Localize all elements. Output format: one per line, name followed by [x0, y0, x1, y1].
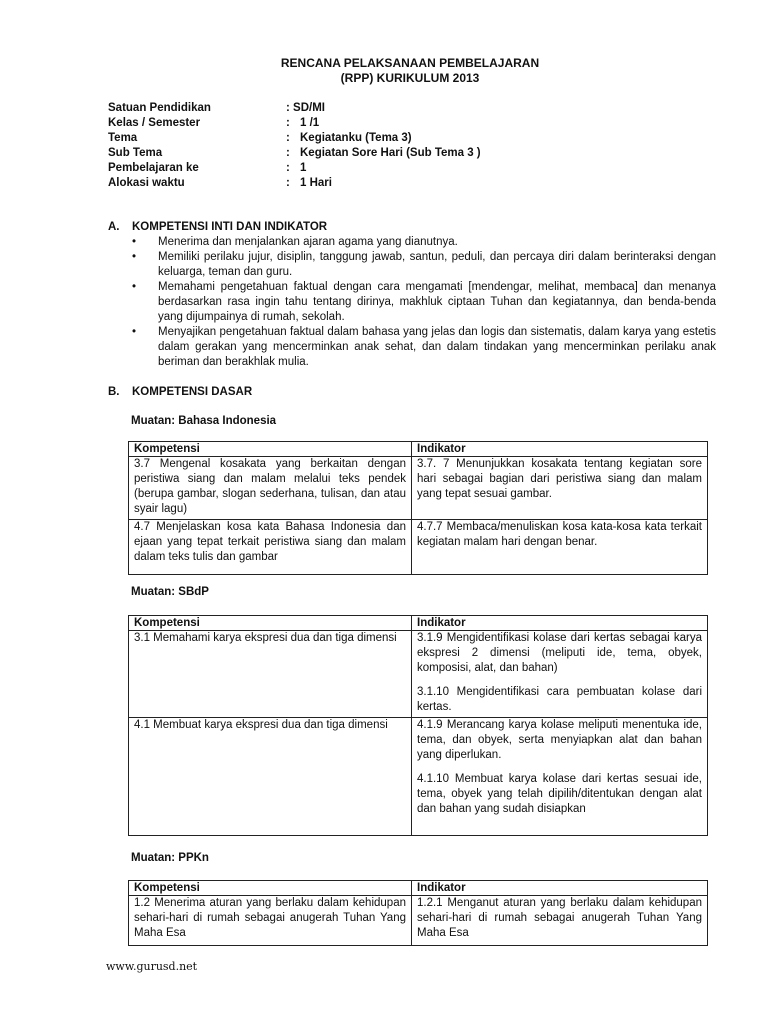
table-cell: 3.7 Mengenal kosakata yang berkaitan dengan peristiwa siang dan malam melalui teks pendek (berupa gambar, slogan sederhana, tulisan, dan atau syair lagu) [129, 457, 412, 520]
table-cell: 3.7. 7 Menunjukkan kosakata tentang kegiatan sore hari sebagai bagian dari peristiwa siang dan malam yang tepat sesuai gambar. [412, 457, 708, 520]
kd-table-sbdp [128, 615, 708, 836]
bullet-icon: • [132, 281, 137, 293]
identity-row: Pembelajaran ke : 1 [108, 162, 307, 174]
table-row [129, 520, 708, 575]
identity-row: Tema : Kegiatanku (Tema 3) [108, 132, 412, 144]
identity-row: Kelas / Semester : 1 /1 [108, 117, 320, 129]
section-a-heading: A. KOMPETENSI INTI DAN INDIKATOR [108, 221, 328, 233]
list-item: • Memiliki perilaku jujur, disiplin, tanggung jawab, santun, peduli, dan percaya diri dalam berinteraksi dengan keluarga, teman dan guru. [132, 251, 716, 278]
muatan-heading: Muatan: Bahasa Indonesia [131, 415, 277, 427]
list-item: • Menyajikan pengetahuan faktual dalam bahasa yang jelas dan logis dan sistematis, dalam karya yang estetis dalam gerakan yang mencerminkan anak sehat, dan dalam tindakan yang mencerminkan perilaku anak beriman dan berakhlak mulia. [132, 326, 716, 368]
column-header: Kompetensi [129, 616, 412, 631]
list-item: • Memahami pengetahuan faktual dengan cara mengamati [mendengar, melihat, membaca] dan menanya berdasarkan rasa ingin tahu tentang dirinya, makhluk ciptaan Tuhan dan kegiatannya, dan benda-benda yang dijumpainya di rumah, sekolah. [132, 281, 716, 323]
list-item: • Menerima dan menjalankan ajaran agama yang dianutnya. [132, 236, 458, 248]
table-cell: 4.7 Menjelaskan kosa kata Bahasa Indonesia dan ejaan yang tepat terkait peristiwa siang dan malam dalam teks tulis dan gambar [129, 520, 412, 575]
table-cell: 1.2 Menerima aturan yang berlaku dalam kehidupan sehari-hari di rumah sebagai anugerah Tuhan Yang Maha Esa [129, 896, 412, 946]
table-cell: 1.2.1 Menganut aturan yang berlaku dalam kehidupan sehari-hari di rumah sebagai anugerah Tuhan Yang Maha Esa [412, 896, 708, 946]
column-header: Indikator [412, 881, 708, 896]
bullet-icon: • [132, 251, 137, 263]
ki-bullet-list [132, 235, 716, 370]
footer-url: www.gurusd.net [106, 960, 198, 973]
identity-row: Sub Tema : Kegiatan Sore Hari (Sub Tema 3 ) [108, 147, 481, 159]
table-cell: 4.7.7 Membaca/menuliskan kosa kata-kosa kata terkait kegiatan malam hari dengan benar. [412, 520, 708, 575]
column-header: Indikator [412, 616, 708, 631]
kd-table-ppkn [128, 880, 708, 946]
column-header: Indikator [412, 442, 708, 457]
identity-block [108, 101, 668, 191]
column-header: Kompetensi [129, 442, 412, 457]
table-header-row [129, 616, 708, 631]
table-row [129, 896, 708, 946]
table-row [129, 457, 708, 520]
title-line-1: RENCANA PELAKSANAAN PEMBELAJARAN [280, 56, 540, 70]
title-line-2: (RPP) KURIKULUM 2013 [340, 71, 480, 85]
kd-table-bahasa-indonesia [128, 441, 708, 575]
muatan-heading: Muatan: SBdP [131, 586, 209, 598]
table-cell: 4.1 Membuat karya ekspresi dua dan tiga dimensi [129, 718, 412, 836]
muatan-heading: Muatan: PPKn [131, 852, 209, 864]
identity-row: Alokasi waktu : 1 Hari [108, 177, 332, 189]
document-title [0, 56, 768, 86]
table-header-row [129, 881, 708, 896]
bullet-icon: • [132, 236, 137, 248]
table-cell: 3.1 Memahami karya ekspresi dua dan tiga dimensi [129, 631, 412, 718]
table-header-row [129, 442, 708, 457]
identity-row: Satuan Pendidikan : SD/MI [108, 102, 325, 114]
table-cell: 3.1.9 Mengidentifikasi kolase dari kertas sebagai karya ekspresi 2 dimensi (meliputi ide, tema, obyek, komposisi, alat, dan bahan) 3.1.10 Mengidentifikasi cara pembuatan kolase dari kertas. [412, 631, 708, 718]
column-header: Kompetensi [129, 881, 412, 896]
table-cell: 4.1.9 Merancang karya kolase meliputi menentuka ide, tema, dan obyek, serta menyiapkan alat dan bahan yang diperlukan. 4.1.10 Membuat karya kolase dari kertas sesuai ide, tema, obyek yang telah dipilih/ditentukan dengan alat dan bahan yang sudah disiapkan [412, 718, 708, 836]
table-row [129, 718, 708, 836]
bullet-icon: • [132, 326, 137, 338]
section-b-heading: B. KOMPETENSI DASAR [108, 386, 253, 398]
table-row [129, 631, 708, 718]
